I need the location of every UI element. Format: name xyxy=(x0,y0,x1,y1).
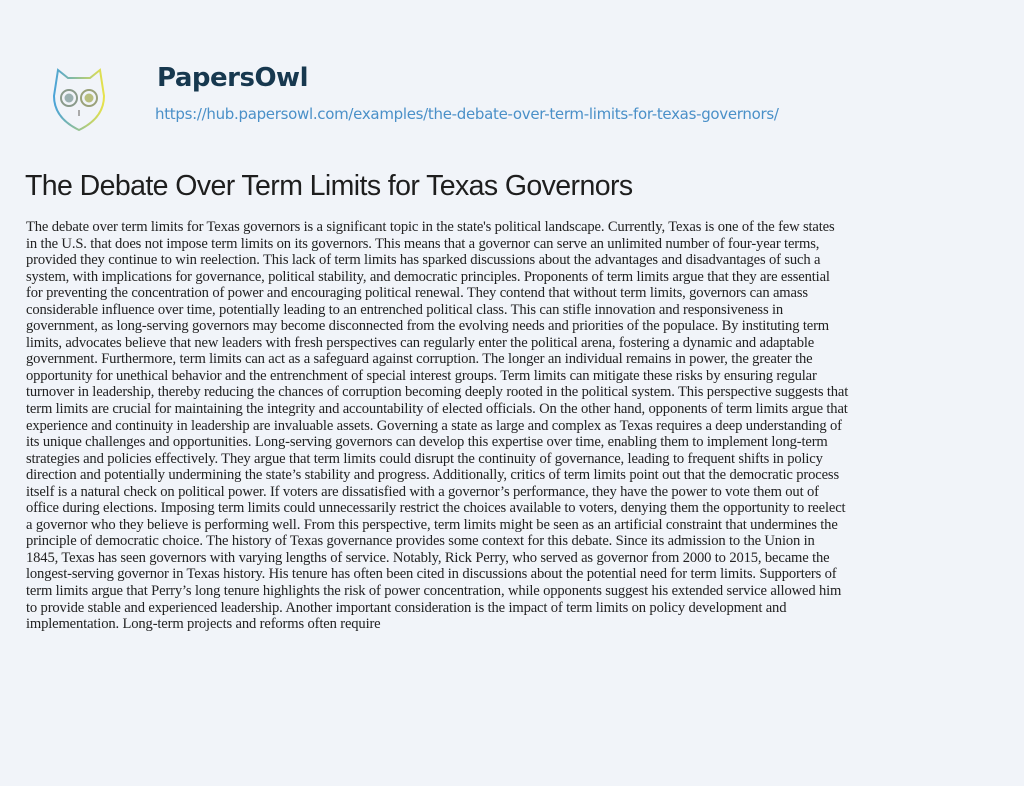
essay-line: longest-serving governor in Texas history. His tenure has often been cited in discussions about the potential need for term limits. Supporters of xyxy=(26,566,837,583)
essay-line: for preventing the concentration of power and encouraging political renewal. They contend that without term limits, governors can amass xyxy=(26,285,808,302)
essay-body xyxy=(26,219,1006,633)
page-url-link[interactable]: https://hub.papersowl.com/examples/the-debate-over-term-limits-for-texas-governors/ xyxy=(155,105,779,123)
essay-line: government, as long-serving governors may become disconnected from the evolving needs and priorities of the populace. By instituting term xyxy=(26,318,829,335)
essay-line: considerable influence over time, potentially leading to an entrenched political class. This can stifle innovation and responsiveness in xyxy=(26,301,784,318)
essay-line: turnover in leadership, thereby reducing the chances of corruption becoming deeply rooted in the political system. This perspective suggests that xyxy=(26,384,849,401)
essay-line: term limits argue that Perry’s long tenure highlights the risk of power concentration, while opponents suggest his extended service allowed him xyxy=(26,583,842,600)
essay-line: The debate over term limits for Texas governors is a significant topic in the state's political landscape. Currently, Texas is one of the few states xyxy=(26,219,835,235)
essay-line: itself is a natural check on political power. If voters are dissatisfied with a governor’s performance, they have the power to vote them out of xyxy=(26,483,819,500)
essay-line: in the U.S. that does not impose term limits on its governors. This means that a governor can serve an unlimited number of four-year terms, xyxy=(26,235,820,252)
essay-line: direction and potentially undermining the state’s stability and progress. Additionally, critics of term limits point out that the democratic process xyxy=(26,467,839,484)
essay-line: government. Furthermore, term limits can act as a safeguard against corruption. The longer an individual remains in power, the greater the xyxy=(26,351,813,368)
owl-logo-icon xyxy=(50,66,108,134)
essay-line: opportunity for unethical behavior and the entrenchment of special interest groups. Term limits can mitigate these risks by ensuring regular xyxy=(26,367,817,384)
essay-line: principle of democratic choice. The history of Texas governance provides some context for this debate. Since its admission to the Union in xyxy=(26,533,815,550)
essay-line: term limits are crucial for maintaining the integrity and accountability of elected officials. On the other hand, opponents of term limits argue that xyxy=(26,401,848,418)
essay-line: implementation. Long-term projects and reforms often require xyxy=(26,616,381,633)
brand-name[interactable]: PapersOwl xyxy=(157,63,308,93)
essay-line: system, with implications for governance, political stability, and democratic principles. Proponents of term limits argue that they are essential xyxy=(26,268,830,285)
essay-line: to provide stable and experienced leadership. Another important consideration is the impact of term limits on policy development and xyxy=(26,599,787,616)
essay-line: experience and continuity in leadership are invaluable assets. Governing a state as large and complex as Texas requires a deep understanding of xyxy=(26,417,842,434)
essay-line: limits, advocates believe that new leaders with fresh perspectives can regularly enter the political arena, fostering a dynamic and adaptable xyxy=(26,334,815,351)
essay-line: a governor who they believe is performing well. From this perspective, term limits might be seen as an artificial constraint that undermines the xyxy=(26,516,838,533)
essay-line: 1845, Texas has seen governors with varying lengths of service. Notably, Rick Perry, who served as governor from 2000 to 2015, became the xyxy=(26,549,830,566)
page-title: The Debate Over Term Limits for Texas Governors xyxy=(25,170,633,202)
essay-line: strategies and policies effectively. They argue that term limits could disrupt the continuity of governance, leading to frequent shifts in policy xyxy=(26,450,823,467)
essay-line: provided they continue to win reelection. This lack of term limits has sparked discussions about the advantages and disadvantages of such a xyxy=(26,252,821,269)
essay-line: its unique challenges and opportunities. Long-serving governors can develop this expertise over time, enabling them to implement long-term xyxy=(26,434,828,451)
essay-line: office during elections. Imposing term limits could unnecessarily restrict the choices available to voters, denying them the opportunity to reelect xyxy=(26,500,846,517)
